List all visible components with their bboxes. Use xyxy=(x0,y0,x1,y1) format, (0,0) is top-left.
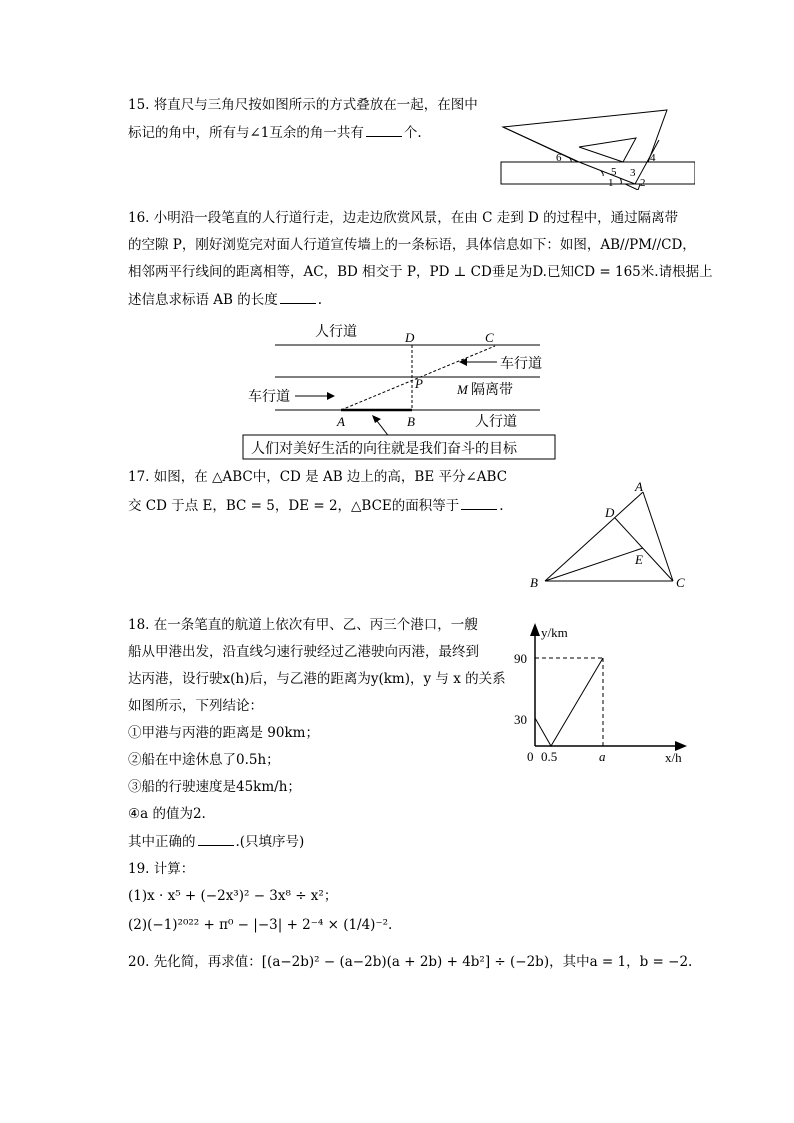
svg-text:人行道: 人行道 xyxy=(475,414,517,430)
q18-statement-3: ③船的行驶速度是45km/h； xyxy=(128,779,301,795)
q18-number: 18. xyxy=(128,617,150,633)
svg-text:C: C xyxy=(676,575,685,590)
q19-part2: (2)(−1)²⁰²² + π⁰ − |−3| + 2⁻⁴ × (1/4)⁻². xyxy=(128,917,393,933)
answer-blank xyxy=(280,290,316,304)
q16-line2: 的空隙 P，刚好浏览完对面人行道宣传墙上的一条标语，具体信息如下：如图，AB//PM//CD， xyxy=(128,237,696,253)
q18-answer-line: 其中正确的 .(只填序号) xyxy=(128,834,305,850)
svg-text:车行道: 车行道 xyxy=(500,356,542,372)
angle-label-4: 4 xyxy=(650,152,656,164)
svg-text:E: E xyxy=(635,552,643,567)
q20-line: 20. 先化简，再求值：[(a−2b)² − (a−2b)(a + 2b) + 4b²] ÷ (−2b)，其中a = 1，b = −2. xyxy=(128,954,693,970)
q18-line3: 达丙港，设行驶x(h)后，与乙港的距离为y(km)，y 与 x 的关系 xyxy=(128,671,506,687)
q17-line1: 17. 如图，在 △ABC中，CD 是 AB 边上的高，BE 平分∠ABC xyxy=(128,469,508,485)
svg-text:P: P xyxy=(415,376,423,391)
q16-line3: 相邻两平行线间的距离相等，AC，BD 相交于 P，PD ⊥ CD垂足为D.已知CD = 165米.请根据上 xyxy=(128,264,713,280)
q15-number: 15. xyxy=(128,97,150,113)
svg-text:B: B xyxy=(530,575,538,590)
angle-label-5: 5 xyxy=(611,166,617,178)
svg-text:A: A xyxy=(337,414,345,429)
svg-text:隔离带: 隔离带 xyxy=(471,382,513,398)
svg-text:车行道: 车行道 xyxy=(248,389,290,405)
q18-statement-1: ①甲港与丙港的距离是 90km； xyxy=(128,725,319,741)
q17-number: 17. xyxy=(128,469,150,485)
q16-line1: 16. 小明沿一段笔直的人行道行走，边走边欣赏风景，在由 C 走到 D 的过程中，通过隔离带 xyxy=(128,210,679,226)
angle-label-2: 2 xyxy=(640,177,646,189)
q15-line1: 15. 将直尺与三角尺按如图所示的方式叠放在一起，在图中 xyxy=(128,97,478,113)
ruler-triangle-figure xyxy=(495,95,695,190)
q18-statement-4: ④a 的值为2. xyxy=(128,806,206,822)
angle-label-3: 3 xyxy=(630,167,636,179)
q17-line2: 交 CD 于点 E，BC = 5，DE = 2，△BCE的面积等于 . xyxy=(128,498,504,514)
svg-text:A: A xyxy=(635,479,643,494)
road-figure xyxy=(235,318,565,463)
q18-line1: 18. 在一条笔直的航道上依次有甲、乙、丙三个港口，一艘 xyxy=(128,617,478,633)
svg-text:B: B xyxy=(407,414,415,429)
q16-line4: 述信息求标语 AB 的长度 . xyxy=(128,292,323,308)
x-axis-label: x/h xyxy=(665,750,682,765)
svg-text:D: D xyxy=(605,505,615,520)
triangle-figure xyxy=(525,475,700,593)
svg-text:C: C xyxy=(485,330,494,345)
y-tick-90: 90 xyxy=(514,651,527,666)
distance-time-chart xyxy=(505,618,705,770)
angle-label-6: 6 xyxy=(556,152,562,164)
q15-line2: 标记的角中，所有与∠1互余的角一共有 个. xyxy=(128,125,422,141)
answer-blank xyxy=(461,496,497,510)
q18-line2: 船从甲港出发，沿直线匀速行驶经过乙港驶向丙港，最终到 xyxy=(128,644,479,660)
q20-number: 20. xyxy=(128,954,150,970)
q19-part1: (1)x · x⁵ + (−2x³)² − 3x⁸ ÷ x²； xyxy=(128,888,338,904)
q19-title-line: 19. 计算： xyxy=(128,861,195,877)
slogan-text: 人们对美好生活的向往就是我们奋斗的目标 xyxy=(251,441,517,457)
angle-label-1: 1 xyxy=(608,177,614,189)
top-sidewalk-label: 人行道 xyxy=(315,324,357,340)
q18-line4: 如图所示，下列结论： xyxy=(128,698,263,714)
y-axis-label: y/km xyxy=(541,625,568,640)
answer-blank xyxy=(366,123,402,137)
x-tick-0-5: 0.5 xyxy=(541,749,558,764)
svg-text:M: M xyxy=(457,382,468,397)
q19-number: 19. xyxy=(128,861,150,877)
x-tick-0: 0 xyxy=(527,749,534,764)
q16-number: 16. xyxy=(128,210,150,226)
x-tick-a: a xyxy=(599,749,606,764)
svg-text:D: D xyxy=(405,330,415,345)
q18-statement-2: ②船在中途休息了0.5h； xyxy=(128,752,280,768)
answer-blank xyxy=(198,832,234,846)
y-tick-30: 30 xyxy=(514,712,527,727)
